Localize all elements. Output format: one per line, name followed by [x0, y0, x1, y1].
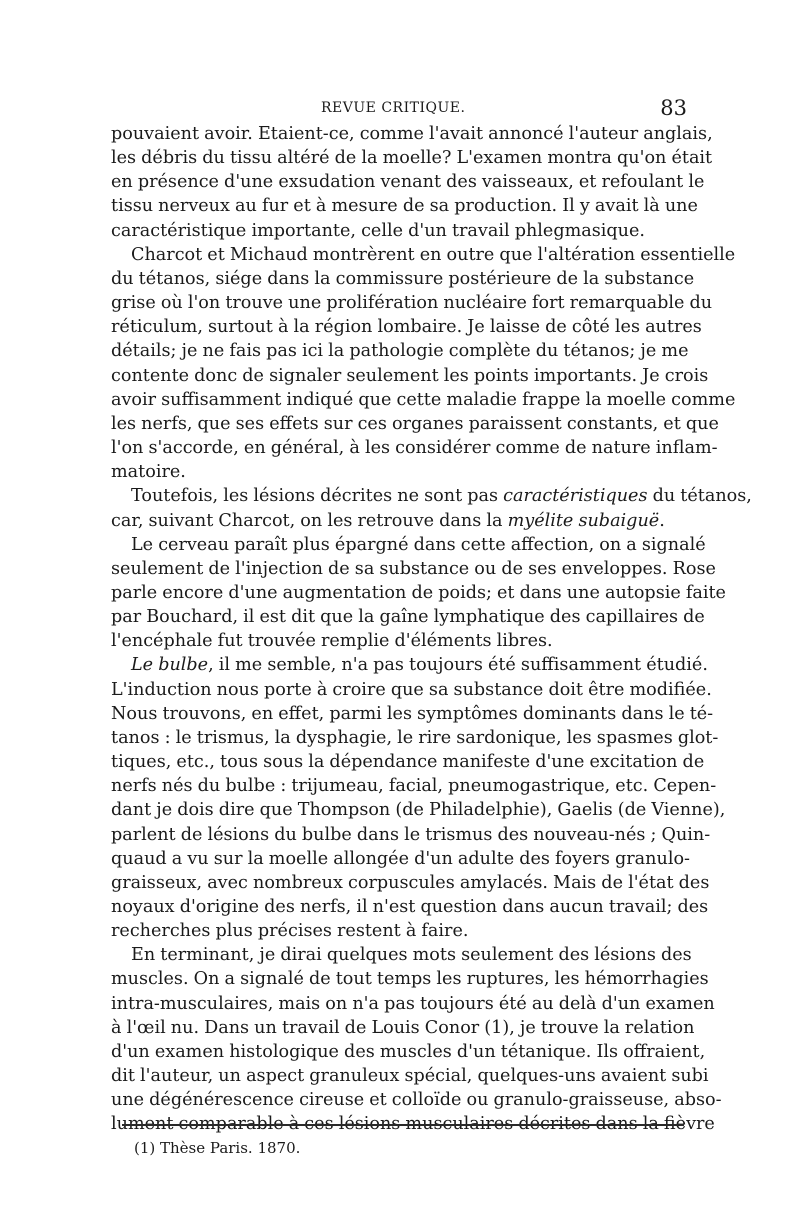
running-title: REVUE CRITIQUE. — [321, 100, 466, 116]
line-text: Toutefois, les lésions décrites ne sont pas — [131, 486, 504, 507]
text-line: quaud a vu sur la moelle allongée d'un adulte des foyers granulo- — [111, 848, 690, 869]
text-line: l'on s'accorde, en général, à les considérer comme de nature inflam- — [111, 438, 718, 459]
text-line: d'un examen histologique des muscles d'un tétanique. Ils offraient, — [111, 1041, 706, 1062]
italic-term: caractéristiques — [503, 486, 648, 507]
footnote: (1) Thèse Paris. 1870. — [134, 1139, 301, 1157]
text-line: dant je dois dire que Thompson (de Philadelphie), Gaelis (de Vienne), — [111, 800, 726, 821]
text-line: détails; je ne fais pas ici la pathologie complète du tétanos; je me — [111, 341, 689, 362]
text-line: parle encore d'une augmentation de poids; et dans une autopsie faite — [111, 582, 726, 603]
text-line: L'induction nous porte à croire que sa substance doit être modifiée. — [111, 679, 712, 700]
text-line: par Bouchard, il est dit que la gaîne lymphatique des capillaires de — [111, 607, 705, 628]
text-line: du tétanos, siége dans la commissure postérieure de la substance — [111, 268, 695, 289]
text-line: pouvaient avoir. Etaient-ce, comme l'avait annoncé l'auteur anglais, — [111, 124, 713, 144]
text-line: en présence d'une exsudation venant des vaisseaux, et refoulant le — [111, 172, 705, 193]
line-text: , il me semble, n'a pas toujours été suffisamment étudié. — [208, 655, 708, 676]
text-line: noyaux d'origine des nerfs, il n'est question dans aucun travail; des — [111, 897, 709, 917]
text-line: En terminant, je dirai quelques mots seulement des lésions des — [131, 945, 692, 966]
text-line: tissu nerveux au fur et à mesure de sa production. Il y avait là une — [111, 196, 698, 217]
text-line: avoir suffisamment indiqué que cette maladie frappe la moelle comme — [111, 389, 736, 410]
text-line: tiques, etc., tous sous la dépendance manifeste d'une excitation de — [111, 752, 705, 773]
text-line: Nous trouvons, en effet, parmi les symptômes dominants dans le té- — [111, 703, 714, 724]
text-line: parlent de lésions du bulbe dans le trismus des nouveau-nés ; Quin- — [111, 824, 711, 845]
line-text: car, suivant Charcot, on les retrouve dans la — [111, 510, 508, 531]
text-line: grise où l'on trouve une prolifération nucléaire fort remarquable du — [111, 293, 713, 314]
line-text: du tétanos, — [647, 486, 752, 507]
text-line: réticulum, surtout à la région lombaire. Je laisse de côté les autres — [111, 317, 702, 338]
footnote-rule — [122, 1124, 684, 1126]
text-line: contente donc de signaler seulement les points importants. Je crois — [111, 365, 709, 386]
italic-term: myélite subaiguë — [507, 510, 660, 531]
text-line: les débris du tissu altéré de la moelle? L'examen montra qu'on était — [111, 148, 713, 169]
text-line: recherches plus précises restent à faire. — [111, 921, 469, 942]
text-line: Le cerveau paraît plus épargné dans cette affection, on a signalé — [131, 534, 706, 555]
text-line: nerfs nés du bulbe : trijumeau, facial, pneumogastrique, etc. Cepen- — [111, 776, 717, 797]
text-line: intra-musculaires, mais on n'a pas toujours été au delà d'un examen — [111, 993, 715, 1014]
body-text — [111, 122, 752, 1137]
text-line: une dégénérescence cireuse et colloïde ou granulo-graisseuse, abso- — [111, 1090, 722, 1111]
text-line — [111, 509, 687, 533]
text-line — [111, 484, 752, 508]
text-line: graisseux, avec nombreux corpuscules amylacés. Mais de l'état des — [111, 872, 710, 893]
text-line: caractéristique importante, celle d'un travail phlegmasique. — [111, 220, 646, 241]
text-line: lument comparable à ces lésions musculaires décrites dans la fièvre — [111, 1114, 715, 1135]
text-line: muscles. On a signalé de tout temps les ruptures, les hémorrhagies — [111, 969, 709, 990]
text-line: seulement de l'injection de sa substance ou de ses enveloppes. Rose — [111, 558, 716, 579]
text-line: les nerfs, que ses effets sur ces organes paraissent constants, et que — [111, 413, 719, 434]
page-content — [111, 96, 752, 1137]
running-head — [111, 96, 687, 122]
text-line: tanos : le trismus, la dysphagie, le rire sardonique, les spasmes glot- — [111, 727, 719, 748]
text-line: à l'œil nu. Dans un travail de Louis Conor (1), je trouve la relation — [111, 1017, 695, 1038]
text-line: matoire. — [111, 462, 186, 483]
text-line — [111, 653, 708, 677]
text-line: l'encéphale fut trouvée remplie d'éléments libres. — [111, 631, 553, 652]
text-line: dit l'auteur, un aspect granuleux spécial, quelques-uns avaient subi — [111, 1066, 709, 1087]
page-number: 83 — [660, 96, 687, 120]
line-text: . — [659, 510, 665, 531]
text-line: Charcot et Michaud montrèrent en outre que l'altération essentielle — [131, 244, 736, 265]
italic-term: Le bulbe — [131, 655, 209, 676]
